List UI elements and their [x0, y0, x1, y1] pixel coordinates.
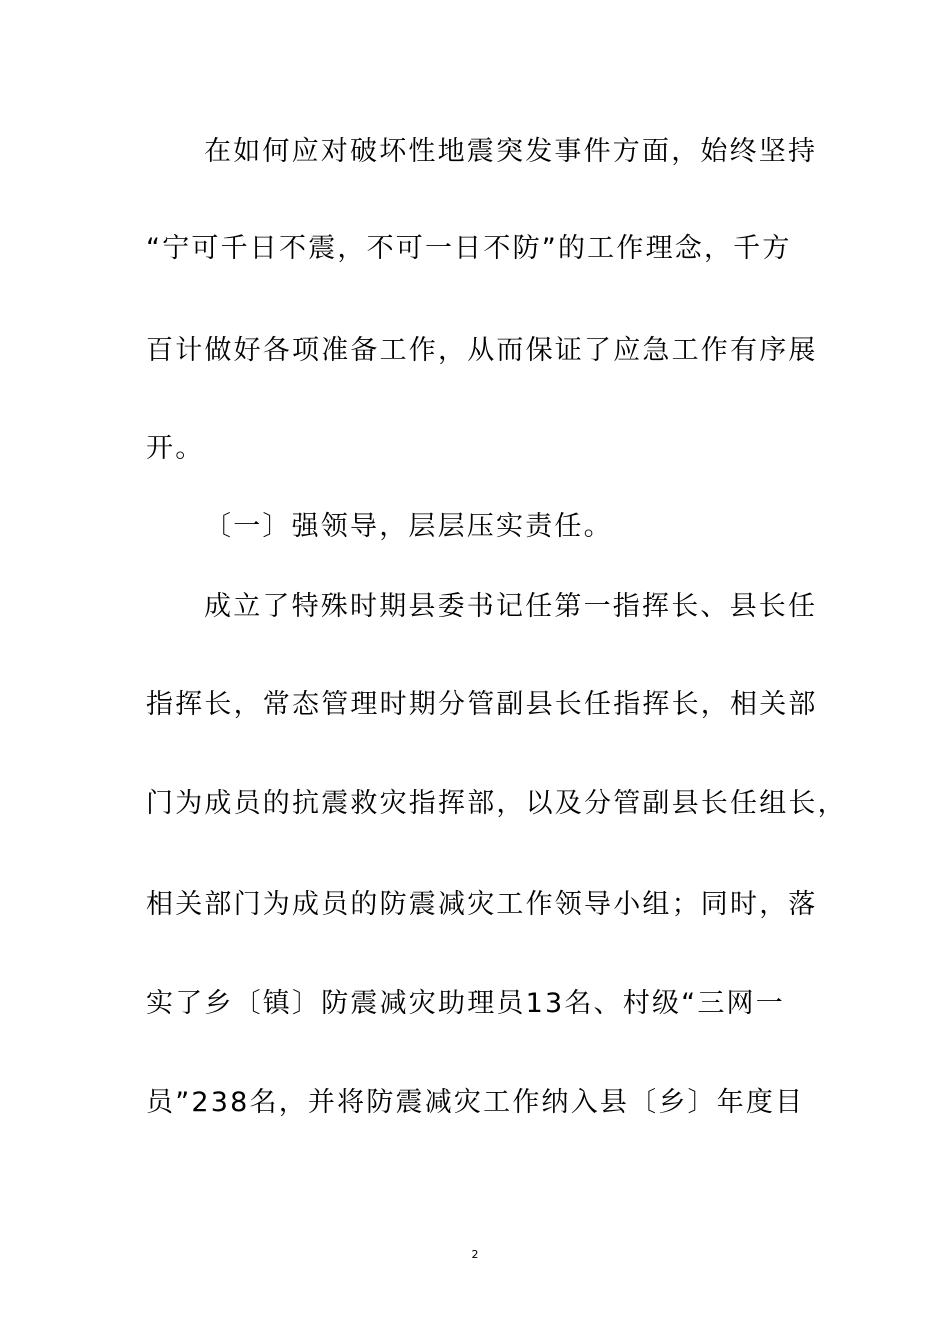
paragraph-1-line-3: 百计做好各项准备工作，从而保证了应急工作有序展: [146, 335, 818, 366]
paragraph-2-line-6: 员”238名，并将防震减灾工作纳入县〔乡〕年度目: [146, 1087, 805, 1118]
paragraph-2-line-1: 成立了特殊时期县委书记任第一指挥长、县长任: [204, 591, 818, 622]
paragraph-1-line-2: “宁可千日不震，不可一日不防”的工作理念，千方: [146, 233, 792, 264]
paragraph-2-line-2: 指挥长，常态管理时期分管副县长任指挥长，相关部: [146, 689, 818, 720]
paragraph-2-line-3: 门为成员的抗震救灾指挥部，以及分管副县长任组长，: [146, 788, 847, 819]
paragraph-1-line-1: 在如何应对破坏性地震突发事件方面，始终坚持: [204, 136, 818, 167]
page-number: 2: [471, 1248, 479, 1261]
paragraph-1-line-4: 开。: [146, 433, 205, 464]
section-heading-1: 〔一〕强领导，层层压实责任。: [204, 511, 613, 542]
paragraph-2-line-4: 相关部门为成员的防震减灾工作领导小组；同时，落: [146, 889, 818, 920]
paragraph-2-line-5: 实了乡〔镇〕防震减灾助理员13名、村级“三网一: [146, 988, 785, 1019]
